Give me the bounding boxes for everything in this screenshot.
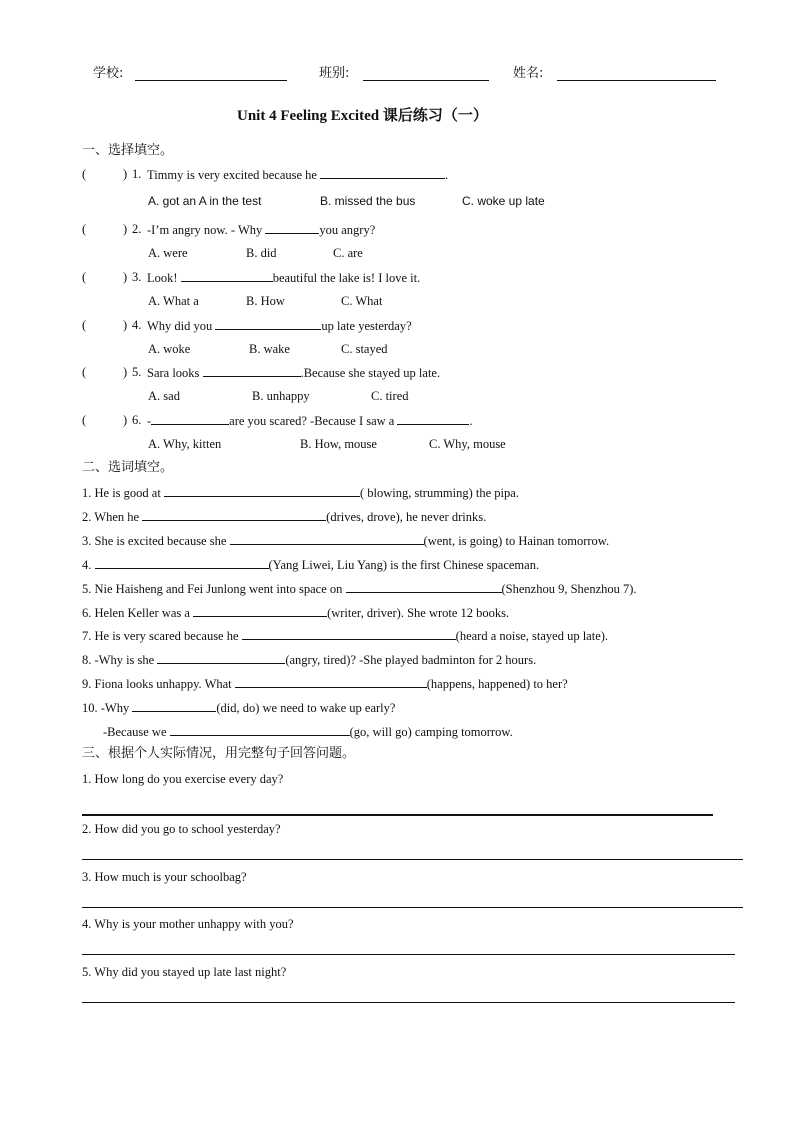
answer-blank[interactable]: [320, 166, 445, 179]
answer-blank[interactable]: [397, 412, 469, 425]
paren-close: ): [123, 413, 128, 427]
paren-close: ): [123, 222, 128, 236]
list-item: 5. Nie Haisheng and Fei Junlong went into space on (Shenzhou 9, Shenzhou 7).: [82, 582, 637, 596]
option-a: A. sad: [148, 389, 180, 403]
option-a: A. What a: [148, 294, 199, 308]
option-b: B. did: [246, 246, 277, 260]
question-text: Look! beautiful the lake is! I love it.: [147, 271, 421, 285]
option-c: C. are: [333, 246, 363, 260]
list-item: 1. He is good at ( blowing, strumming) the pipa.: [82, 486, 519, 500]
question-number: 6.: [132, 413, 142, 427]
answer-blank[interactable]: [157, 651, 285, 664]
question-number: 4.: [132, 318, 142, 332]
name-field[interactable]: [557, 80, 716, 81]
question-text: 3. How much is your schoolbag?: [82, 870, 247, 884]
option-c: C. Why, mouse: [429, 437, 506, 451]
option-b: B. unhappy: [252, 389, 310, 403]
paren-close: ): [123, 365, 128, 379]
list-item: 8. -Why is she (angry, tired)? -She played badminton for 2 hours.: [82, 653, 537, 667]
question-text: Sara looks .Because she stayed up late.: [147, 366, 441, 380]
option-c: C. What: [341, 294, 383, 308]
paren-open: (: [82, 365, 87, 379]
question-text: -I’m angry now. - Why you angry?: [147, 223, 376, 237]
option-a: A. Why, kitten: [148, 437, 222, 451]
answer-blank[interactable]: [151, 412, 229, 425]
class-field[interactable]: [363, 80, 489, 81]
answer-blank[interactable]: [164, 484, 360, 497]
answer-blank[interactable]: [346, 580, 502, 593]
list-item: 9. Fiona looks unhappy. What (happens, happened) to her?: [82, 677, 568, 691]
list-item: 6. Helen Keller was a (writer, driver). She wrote 12 books.: [82, 606, 510, 620]
question-text: - are you scared? -Because I saw a .: [147, 414, 473, 428]
option-c: C. woke up late: [462, 194, 545, 208]
list-item: 7. He is very scared because he (heard a noise, stayed up late).: [82, 629, 609, 643]
paren-open: (: [82, 222, 87, 236]
answer-blank[interactable]: [170, 723, 350, 736]
option-b: B. How, mouse: [300, 437, 377, 451]
option-a: A. woke: [148, 342, 191, 356]
option-c: C. stayed: [341, 342, 388, 356]
question-text: 2. How did you go to school yesterday?: [82, 822, 281, 836]
question-number: 1.: [132, 167, 142, 181]
answer-blank[interactable]: [193, 604, 327, 617]
option-c: C. tired: [371, 389, 409, 403]
answer-blank[interactable]: [265, 221, 319, 234]
paren-open: (: [82, 270, 87, 284]
answer-line[interactable]: [82, 859, 743, 860]
option-a: A. were: [148, 246, 188, 260]
question-text: Timmy is very excited because he .: [147, 168, 449, 182]
list-item: 2. When he (drives, drove), he never drinks.: [82, 510, 487, 524]
name-label: 姓名:: [513, 66, 544, 81]
option-a: A. got an A in the test: [148, 194, 262, 208]
school-field[interactable]: [135, 80, 287, 81]
answer-blank[interactable]: [95, 556, 269, 569]
answer-blank[interactable]: [215, 317, 321, 330]
answer-blank[interactable]: [181, 269, 273, 282]
answer-blank[interactable]: [203, 364, 301, 377]
list-item: 3. She is excited because she (went, is going) to Hainan tomorrow.: [82, 534, 610, 548]
answer-blank[interactable]: [230, 532, 424, 545]
answer-line[interactable]: [82, 907, 743, 908]
list-item: -Because we (go, will go) camping tomorrow.: [103, 725, 513, 739]
paren-open: (: [82, 413, 87, 427]
question-number: 5.: [132, 365, 142, 379]
answer-line[interactable]: [82, 1002, 735, 1003]
paren-close: ): [123, 318, 128, 332]
answer-blank[interactable]: [242, 627, 456, 640]
answer-blank[interactable]: [235, 675, 427, 688]
question-text: 1. How long do you exercise every day?: [82, 772, 284, 786]
school-label: 学校:: [93, 66, 124, 81]
section1-heading: 一、选择填空。: [82, 143, 174, 158]
page-title: Unit 4 Feeling Excited 课后练习（一）: [237, 108, 488, 124]
paren-open: (: [82, 318, 87, 332]
question-text: Why did you up late yesterday?: [147, 319, 412, 333]
option-b: B. missed the bus: [320, 194, 416, 208]
question-text: 5. Why did you stayed up late last night?: [82, 965, 287, 979]
answer-blank[interactable]: [142, 508, 326, 521]
answer-line[interactable]: [82, 814, 713, 816]
question-text: 4. Why is your mother unhappy with you?: [82, 917, 294, 931]
section2-heading: 二、选词填空。: [82, 460, 174, 475]
list-item: 10. -Why (did, do) we need to wake up early?: [82, 701, 396, 715]
paren-close: ): [123, 167, 128, 181]
option-b: B. wake: [249, 342, 290, 356]
question-number: 3.: [132, 270, 142, 284]
paren-close: ): [123, 270, 128, 284]
answer-line[interactable]: [82, 954, 735, 955]
answer-blank[interactable]: [132, 699, 216, 712]
paren-open: (: [82, 167, 87, 181]
list-item: 4. (Yang Liwei, Liu Yang) is the first Chinese spaceman.: [82, 558, 540, 572]
option-b: B. How: [246, 294, 285, 308]
section3-heading: 三、根据个人实际情况，用完整句子回答问题。: [82, 746, 356, 761]
question-number: 2.: [132, 222, 142, 236]
class-label: 班别:: [319, 66, 350, 81]
